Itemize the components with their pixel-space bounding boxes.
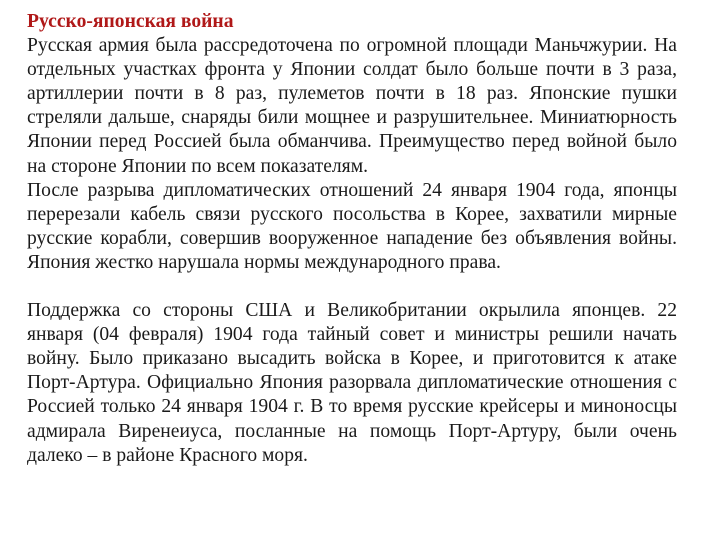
paragraph-support: Поддержка со стороны США и Великобритании окрылила японцев. 22 января (04 февраля) 1904 года тайный совет и министры решили начать войну. Было приказано высадить войска в Корее, и приготовится к атаке Порт-Артура. Официально Япония разорвала дипломатические отношения с Россией только 24 января 1904 г. В то время русские крейсеры и миноносцы адмирала Виренеиуса, посланные на помощь Порт-Артуру, были очень далеко – в районе Красного моря. bbox=[27, 300, 677, 466]
paragraph-diplomacy: После разрыва дипломатических отношений 24 января 1904 года, японцы перерезали кабель связи русского посольства в Корее, захватили мирные русские корабли, совершив вооруженное нападение без объявления войны. Япония жестко нарушала нормы международного права. bbox=[27, 179, 677, 273]
paragraph-army: Русская армия была рассредоточена по огромной площади Маньчжурии. На отдельных участках фронта у Японии солдат было больше почти в 3 раза, артиллерии почти в 8 раз, пулеметов почти в 18 раз. Японские пушки стреляли дальше, снаряды били мощнее и разрушительнее. Миниатюрность Японии перед Россией была обманчива. Преимущество перед войной было на стороне Японии по всем показателям. bbox=[27, 35, 677, 177]
paragraph-spacer bbox=[27, 275, 677, 299]
document-title: Русско-японская война bbox=[27, 11, 234, 32]
document-page bbox=[27, 10, 677, 468]
